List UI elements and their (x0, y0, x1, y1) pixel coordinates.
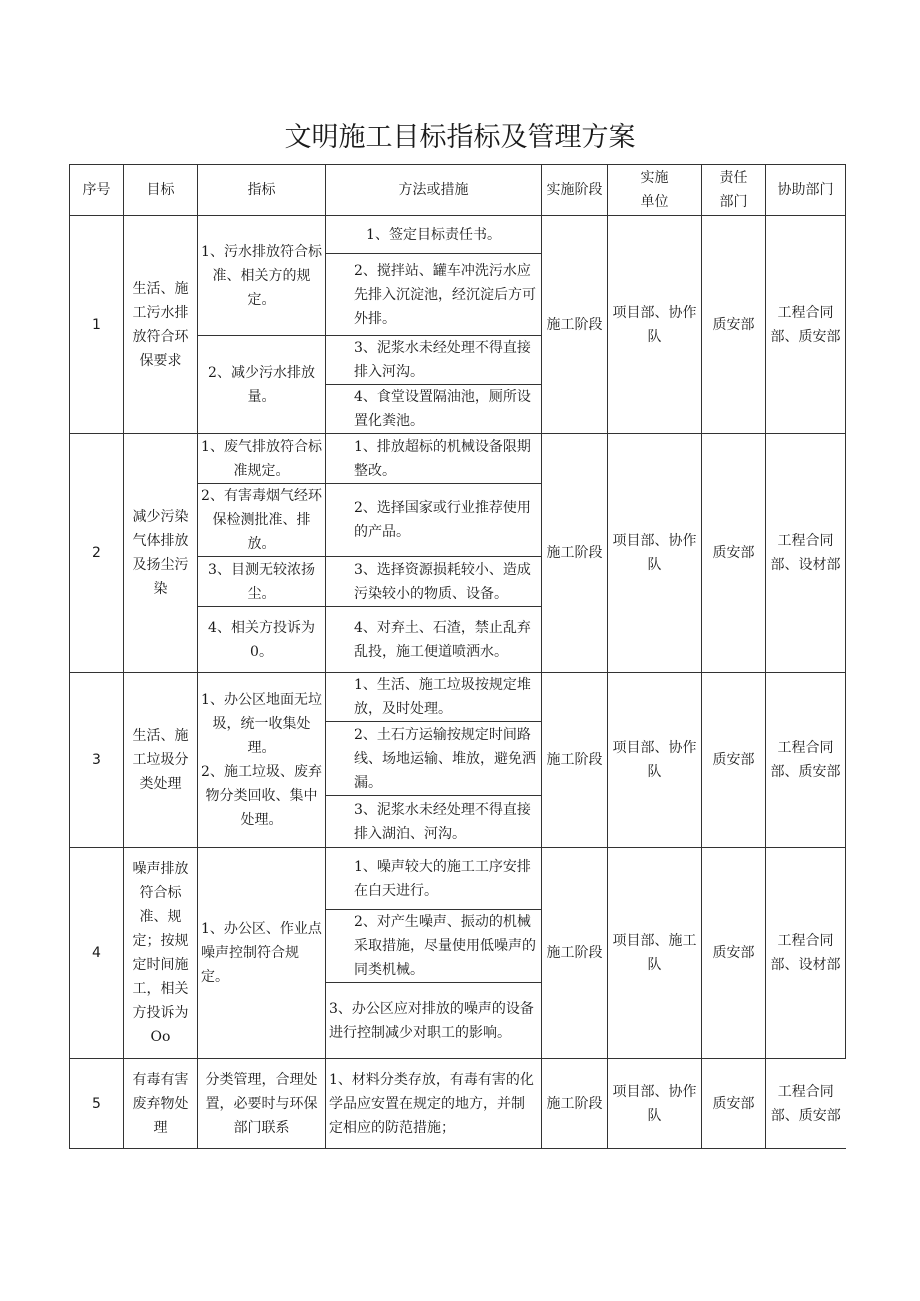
row-indicator: 2、减少污水排放量。 (198, 336, 326, 434)
row-assist: 工程合同部、质安部 (766, 1059, 846, 1149)
row-method: 3、泥浆水未经处理不得直接排入湖泊、河沟。 (326, 796, 542, 848)
row-dept: 质安部 (702, 216, 766, 434)
row-target: 生活、施工垃圾分类处理 (124, 673, 198, 848)
row-dept: 质安部 (702, 848, 766, 1059)
row-indicator-line: 1、办公区地面无垃圾，统一收集处理。 (201, 692, 322, 756)
row-method: 2、土石方运输按规定时间路线、场地运输、堆放，避免洒漏。 (326, 722, 542, 796)
row-method: 3、办公区应对排放的噪声的设备进行控制减少对职工的影响。 (326, 983, 542, 1059)
plan-table (69, 164, 846, 1149)
row-method: 1、材料分类存放，有毒有害的化学品应安置在规定的地方，并制定相应的防范措施； (326, 1059, 542, 1149)
row-indicator: 1、废气排放符合标准规定。 (198, 434, 326, 484)
row-method: 1、噪声较大的施工工序安排在白天进行。 (326, 848, 542, 910)
row-method: 2、对产生噪声、振动的机械采取措施，尽量使用低噪声的同类机械。 (326, 910, 542, 983)
row-seq: 1 (70, 216, 124, 434)
row-seq: 3 (70, 673, 124, 848)
row-indicator: 3、目测无较浓扬尘。 (198, 557, 326, 607)
row-target: 有毒有害废弃物处理 (124, 1059, 198, 1149)
row-method: 3、选择资源损耗较小、造成污染较小的物质、设备。 (326, 557, 542, 607)
header-indicator: 指标 (198, 165, 326, 216)
row-method: 2、选择国家或行业推荐使用的产品。 (326, 484, 542, 557)
table-row (70, 434, 846, 484)
row-indicator: 1、办公区、作业点噪声控制符合规定。 (198, 848, 326, 1059)
row-unit: 项目部、协作队 (608, 216, 702, 434)
row-method: 4、对弃土、石渣，禁止乱弃乱投，施工便道喷洒水。 (326, 607, 542, 673)
row-unit: 项目部、施工队 (608, 848, 702, 1059)
table-row (70, 216, 846, 254)
header-target: 目标 (124, 165, 198, 216)
row-method: 4、食堂设置隔油池，厕所设置化粪池。 (326, 385, 542, 434)
row-assist: 工程合同部、设材部 (766, 434, 846, 673)
row-method: 1、签定目标责任书。 (326, 216, 542, 254)
row-indicator: 分类管理，合理处置，必要时与环保部门联系 (198, 1059, 326, 1149)
row-method: 1、生活、施工垃圾按规定堆放，及时处理。 (326, 673, 542, 722)
row-target: 噪声排放符合标准、规定；按规定时间施工，相关方投诉为Oo (124, 848, 198, 1059)
row-dept: 质安部 (702, 1059, 766, 1149)
row-indicator-line: 2、施工垃圾、废弃物分类回收、集中处理。 (201, 764, 322, 828)
header-seq: 序号 (70, 165, 124, 216)
header-method: 方法或措施 (326, 165, 542, 216)
row-method: 1、排放超标的机械设备限期整改。 (326, 434, 542, 484)
row-seq: 2 (70, 434, 124, 673)
header-assist: 协助部门 (766, 165, 846, 216)
row-indicator: 2、有害毒烟气经环保检测批准、排放。 (198, 484, 326, 557)
header-row (70, 165, 846, 216)
row-indicator: 4、相关方投诉为0。 (198, 607, 326, 673)
row-stage: 施工阶段 (542, 848, 608, 1059)
row-indicator (198, 673, 326, 848)
row-method: 2、搅拌站、罐车冲洗污水应先排入沉淀池，经沉淀后方可外排。 (326, 254, 542, 336)
header-dept: 责任 部门 (702, 165, 766, 216)
row-target: 减少污染气体排放及扬尘污染 (124, 434, 198, 673)
row-method: 3、泥浆水未经处理不得直接排入河沟。 (326, 336, 542, 385)
row-stage: 施工阶段 (542, 216, 608, 434)
table-row (70, 848, 846, 910)
header-stage: 实施阶段 (542, 165, 608, 216)
page-title: 文明施工目标指标及管理方案 (284, 122, 636, 153)
row-unit: 项目部、协作队 (608, 1059, 702, 1149)
row-stage: 施工阶段 (542, 434, 608, 673)
row-assist: 工程合同部、设材部 (766, 848, 846, 1059)
row-seq: 4 (70, 848, 124, 1059)
row-dept: 质安部 (702, 434, 766, 673)
row-stage: 施工阶段 (542, 673, 608, 848)
table-row (70, 673, 846, 722)
row-target: 生活、施工污水排放符合环保要求 (124, 216, 198, 434)
header-unit: 实施 单位 (608, 165, 702, 216)
row-unit: 项目部、协作队 (608, 434, 702, 673)
row-indicator: 1、污水排放符合标准、相关方的规定。 (198, 216, 326, 336)
row-assist: 工程合同部、质安部 (766, 216, 846, 434)
row-dept: 质安部 (702, 673, 766, 848)
table-row (70, 1059, 846, 1149)
row-stage: 施工阶段 (542, 1059, 608, 1149)
row-seq: 5 (70, 1059, 124, 1149)
row-assist: 工程合同部、质安部 (766, 673, 846, 848)
row-unit: 项目部、协作队 (608, 673, 702, 848)
